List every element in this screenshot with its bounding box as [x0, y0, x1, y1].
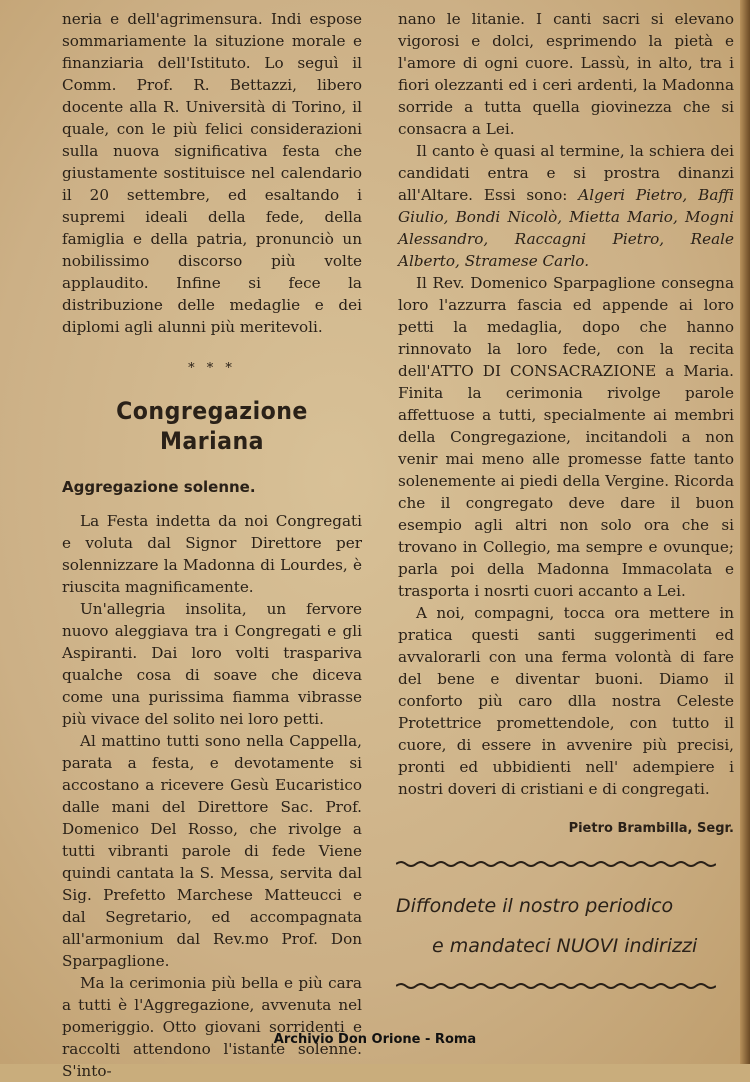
decorative-wave-rule-bottom: [396, 982, 716, 990]
candidate-names: Algeri Pietro, Baffi Giulio, Bondi Nicolò, Mietta Mario, Mogni Alessandro, Raccagni Pietro, Reale Alberto, Stramese Carlo.: [398, 186, 735, 270]
left-column: [62, 0, 362, 1082]
intro-paragraph: neria e dell'agrimensura. Indi espose sommariamente la situzione morale e finanziaria dell'Istituto. Lo seguì il Comm. Prof. R. Bettazzi, libero docente alla R. Università di Torino, il quale, con le più felici considerazioni sulla nuova significativa festa che giustamente sostituisce nel calendario il 20 settembre, ed esaltando i supremi ideali della fede, della famiglia e della patria, pronunciò un nobilissimo discorso più volte applaudito. Infine si fece la distribuzione delle medaglie e dei diplomi agli alunni più meritevoli.: [62, 10, 362, 336]
promo-line-2: e mandateci NUOVI indirizzi: [432, 935, 698, 957]
decorative-wave-rule-top: [396, 860, 716, 868]
subsection-title: Aggregazione solenne.: [62, 478, 256, 496]
candidates-intro: Il canto è quasi al termine, la schiera dei candidati entra e si prostra dinanzi all'Altare. Essi sono:: [398, 142, 734, 204]
section-separator: * * *: [188, 361, 236, 376]
article-paragraph: Ma la cerimonia più bella e più cara a tutti è l'Aggregazione, avvenuta nel pomeriggio. Otto giovani sorridenti e raccolti attendono l'istante solenne. S'into-: [62, 974, 362, 1080]
article-paragraph: Il Rev. Domenico Sparpaglione consegna loro l'azzurra fascia ed appende ai loro petti la medaglia, dopo che hanno rinnovato la loro fede, con la recita dell'ATTO DI CONSACRAZIONE a Maria. Finita la cerimonia rivolge parole affettuose a tutti, specialmente ai membri della Congregazione, incitandoli a non venir mai meno alle promesse fatte tanto solenemente ai piedi della Vergine. Ricorda che il congregato deve dare il buon esempio agli altri non solo ora che si trovano in Collegio, ma sempre e ovunque; parla poi della Madonna Immacolata e trasporta i nosrti cuori accanto a Lei.: [398, 274, 734, 600]
article-paragraph-continued: nano le litanie. I canti sacri si elevano vigorosi e dolci, esprimendo la pietà e l'amore di ogni cuore. Lassù, in alto, tra i fiori olezzanti ed i ceri ardenti, la Madonna sorride a tutta quella giovinezza che si consacra a Lei.: [398, 10, 734, 138]
signature: Pietro Brambilla, Segr.: [568, 821, 734, 836]
article-paragraph: A noi, compagni, tocca ora mettere in pratica questi santi suggerimenti ed avvalorarli con una ferma volontà di fare del bene e diventar buoni. Diamo il conforto più caro dlla nostra Celeste Protettrice promettendole, con tutto il cuore, di essere in avvenire più precisi, pronti ed ubbidienti nell' adempiere i nostri doveri di cristiani e di congregati.: [398, 604, 734, 798]
promo-line-1: Diffondete il nostro periodico: [396, 895, 674, 917]
right-column: [398, 0, 734, 840]
page-edge: [740, 0, 750, 1064]
section-title: Congregazione Mariana: [116, 397, 308, 455]
article-paragraph: Al mattino tutti sono nella Cappella, parata a festa, e devotamente si accostano a ricevere Gesù Eucaristico dalle mani del Direttore Sac. Prof. Domenico Del Rosso, che rivolge a tutti vibranti parole di fede Viene quindi cantata la S. Messa, servita dal Sig. Prefetto Marchese Matteucci e dal Segretario, ed accompagnata all'armonium dal Rev.mo Prof. Don Sparpaglione.: [62, 732, 362, 970]
article-paragraph: La Festa indetta da noi Congregati e voluta dal Signor Direttore per solennizzare la Madonna di Lourdes, è riuscita magnificamente.: [62, 512, 362, 596]
candidates-paragraph: [398, 140, 734, 272]
archive-footer: Archivio Don Orione - Roma: [273, 1032, 477, 1047]
article-paragraph: Un'allegria insolita, un fervore nuovo aleggiava tra i Congregati e gli Aspiranti. Dai loro volti traspariva qualche cosa di soave che diceva come una purissima fiamma vibrasse più vivace del solito nei loro petti.: [62, 600, 362, 728]
